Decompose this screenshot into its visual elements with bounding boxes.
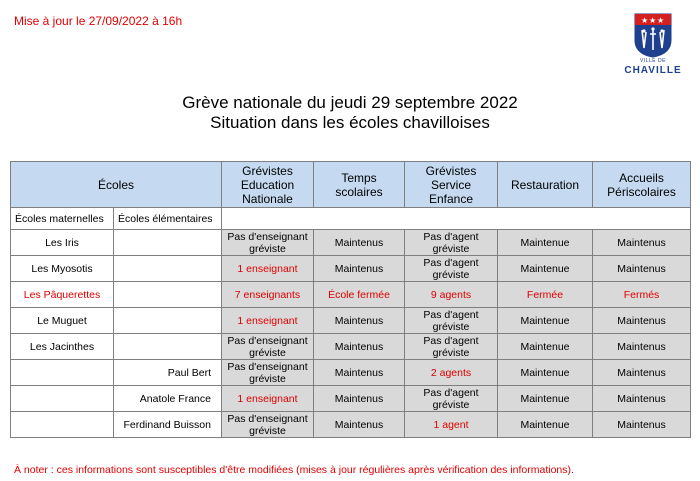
education-status-line: Pas d'enseignant (227, 334, 308, 347)
accueils-status: Maintenus (593, 256, 691, 282)
schools-status-table (10, 161, 691, 438)
header-temps-scolaires (314, 162, 405, 208)
service-status (405, 412, 498, 438)
service-status-line: gréviste (432, 398, 470, 411)
restauration-status: Maintenue (498, 256, 593, 282)
education-status-line: gréviste (249, 424, 286, 437)
header-line: Enfance (428, 191, 474, 206)
restauration-status: Maintenue (498, 386, 593, 412)
service-status (405, 334, 498, 360)
service-status-line: Pas d'agent (423, 230, 479, 243)
chaville-logo (622, 12, 684, 80)
subheader-maternelles: Écoles maternelles (11, 208, 114, 230)
subheader-elementaires: Écoles élémentaires (114, 208, 222, 230)
table-subheader-row (11, 208, 691, 230)
education-status-line: 1 enseignant (237, 314, 298, 327)
header-restauration: Restauration (498, 162, 593, 208)
logo-title: CHAVILLE (624, 65, 682, 76)
education-status-line: gréviste (249, 242, 286, 255)
header-line: Périscolaires (607, 184, 676, 199)
education-status-line: 7 enseignants (234, 288, 301, 301)
education-status (222, 360, 314, 386)
header-line: Accueils (619, 170, 664, 185)
accueils-status: Maintenus (593, 334, 691, 360)
accueils-status: Maintenus (593, 308, 691, 334)
header-line: Service (430, 177, 471, 192)
education-status (222, 412, 314, 438)
education-status (222, 386, 314, 412)
education-status-line: 1 enseignant (237, 392, 298, 405)
star-icon: ★ (657, 16, 665, 25)
temps-status: Maintenus (314, 360, 405, 386)
table-row (11, 334, 691, 360)
education-status-line: Pas d'enseignant (227, 230, 308, 243)
service-status (405, 256, 498, 282)
temps-status: Maintenus (314, 256, 405, 282)
header-grevistes-service (405, 162, 498, 208)
service-status-line: Pas d'agent (423, 334, 479, 347)
page-subtitle: Situation dans les écoles chavilloises (210, 113, 490, 132)
header-line: Nationale (242, 191, 293, 206)
service-status-line: gréviste (432, 346, 470, 359)
table-header-row (11, 162, 691, 208)
service-status (405, 282, 498, 308)
header-line: Grévistes (242, 163, 293, 178)
table-row (11, 386, 691, 412)
table-row (11, 360, 691, 386)
service-status-line: Pas d'agent (423, 308, 479, 321)
service-status-line: gréviste (432, 268, 470, 281)
header-line: scolaires (335, 184, 383, 199)
accueils-status: Maintenus (593, 230, 691, 256)
elementaire-name (114, 308, 222, 334)
header-accueils (593, 162, 691, 208)
maternelle-name: Le Muguet (11, 308, 114, 334)
education-status-line: 1 enseignant (237, 262, 298, 275)
elementaire-name: Ferdinand Buisson (114, 412, 222, 438)
header-line: Education (240, 177, 295, 192)
education-status-line: gréviste (249, 372, 286, 385)
page-title: Grève nationale du jeudi 29 septembre 2022 (182, 93, 518, 112)
restauration-status: Maintenue (498, 412, 593, 438)
maternelle-name (11, 412, 114, 438)
education-status (222, 256, 314, 282)
restauration-status: Fermée (498, 282, 593, 308)
temps-status: Maintenus (314, 386, 405, 412)
update-timestamp: Mise à jour le 27/09/2022 à 16h (14, 14, 183, 28)
elementaire-name (114, 282, 222, 308)
accueils-status: Maintenus (593, 360, 691, 386)
accueils-status: Fermés (593, 282, 691, 308)
restauration-status: Maintenue (498, 360, 593, 386)
header-grevistes-education (222, 162, 314, 208)
education-status (222, 308, 314, 334)
temps-status: Maintenus (314, 412, 405, 438)
restauration-status: Maintenue (498, 230, 593, 256)
header-line: Temps (341, 170, 377, 185)
service-status-line: Pas d'agent (423, 256, 479, 269)
temps-status: Maintenus (314, 308, 405, 334)
maternelle-name (11, 360, 114, 386)
maternelle-name: Les Myosotis (11, 256, 114, 282)
table-row (11, 256, 691, 282)
service-status-line: 2 agents (430, 366, 472, 379)
temps-status: Maintenus (314, 230, 405, 256)
coat-of-arms-icon (622, 12, 684, 58)
service-status (405, 308, 498, 334)
accueils-status: Maintenus (593, 386, 691, 412)
elementaire-name: Anatole France (114, 386, 222, 412)
education-status-line: Pas d'enseignant (227, 360, 308, 373)
education-status (222, 230, 314, 256)
restauration-status: Maintenue (498, 334, 593, 360)
elementaire-name (114, 230, 222, 256)
service-status-line: 1 agent (433, 418, 469, 431)
table-row (11, 282, 691, 308)
temps-status: Maintenus (314, 334, 405, 360)
star-icon: ★ (641, 16, 649, 25)
service-status-line: Pas d'agent (423, 386, 479, 399)
accueils-status: Maintenus (593, 412, 691, 438)
education-status (222, 282, 314, 308)
star-icon: ★ (649, 16, 657, 25)
maternelle-name: Les Pâquerettes (11, 282, 114, 308)
service-status (405, 386, 498, 412)
header-line: Grévistes (425, 163, 477, 178)
elementaire-name: Paul Bert (114, 360, 222, 386)
service-status-line: 9 agents (430, 288, 472, 301)
header-ecoles: Écoles (11, 162, 222, 208)
footnote: À noter : ces informations sont susceptibles d'être modifiées (mises à jour régulières après vérification des informations). (14, 464, 574, 476)
elementaire-name (114, 334, 222, 360)
table-row (11, 308, 691, 334)
logo-subtitle: VILLE DE (640, 58, 666, 64)
subheader-blank (222, 208, 691, 230)
education-status (222, 334, 314, 360)
service-status-line: gréviste (432, 242, 470, 255)
service-status (405, 230, 498, 256)
service-status-line: gréviste (432, 320, 470, 333)
elementaire-name (114, 256, 222, 282)
maternelle-name: Les Iris (11, 230, 114, 256)
temps-status: École fermée (314, 282, 405, 308)
education-status-line: gréviste (249, 346, 286, 359)
table-row (11, 412, 691, 438)
service-status (405, 360, 498, 386)
table-row (11, 230, 691, 256)
restauration-status: Maintenue (498, 308, 593, 334)
education-status-line: Pas d'enseignant (227, 412, 308, 425)
maternelle-name (11, 386, 114, 412)
maternelle-name: Les Jacinthes (11, 334, 114, 360)
